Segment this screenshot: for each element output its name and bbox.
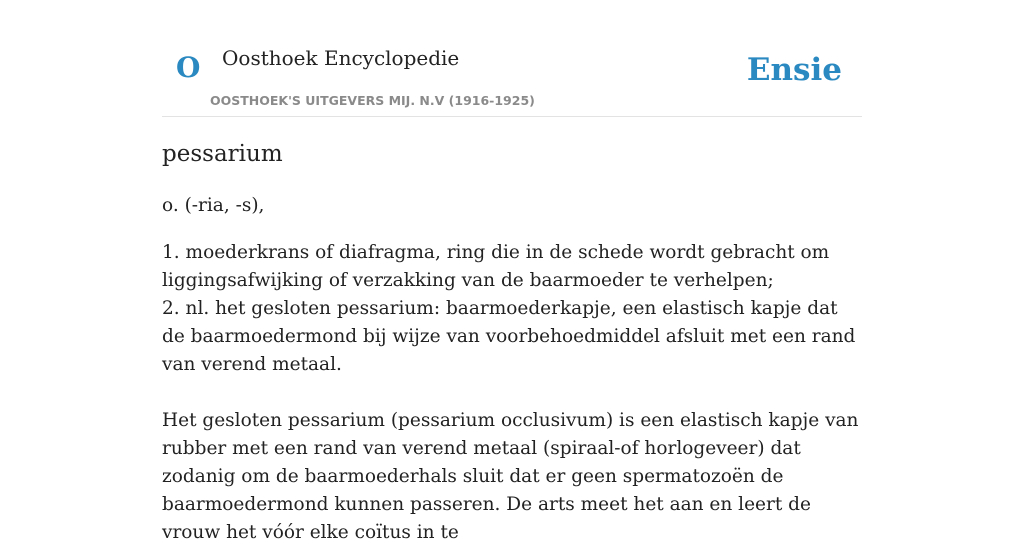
- site-header: [162, 0, 862, 117]
- entry-body-text: Het gesloten pessarium (pessarium occlusivum) is een elastisch kapje van rubber met een rand van verend metaal (spiraal-of horlogeveer) dat zodanig om de baarmoederhals sluit dat er geen spermatozoën de baarmoedermond kunnen passeren. De arts meet het aan en leert de vrouw het vóór elke coïtus in te: [162, 410, 859, 543]
- site-name-link[interactable]: Oosthoek Encyclopedie: [222, 46, 460, 70]
- definition-item: 2. nl. het gesloten pessarium: baarmoederkapje, een elastisch kapje dat de baarmoedermond bij wijze van voorbehoedmiddel afsluit met een rand van verend metaal.: [162, 298, 856, 375]
- ensie-brand-link[interactable]: Ensie: [746, 52, 842, 88]
- publisher-label: OOSTHOEK'S UITGEVERS MIJ. N.V (1916-1925): [210, 93, 535, 108]
- entry-definitions: [162, 239, 862, 379]
- entry-title: pessarium: [162, 141, 283, 167]
- site-logo-icon[interactable]: O: [176, 51, 201, 84]
- entry-grammar: o. (-ria, -s),: [162, 195, 265, 216]
- page: [162, 0, 862, 543]
- definition-item: 1. moederkrans of diafragma, ring die in de schede wordt gebracht om liggingsafwijking of verzakking van de baarmoeder te verhelpen;: [162, 242, 830, 291]
